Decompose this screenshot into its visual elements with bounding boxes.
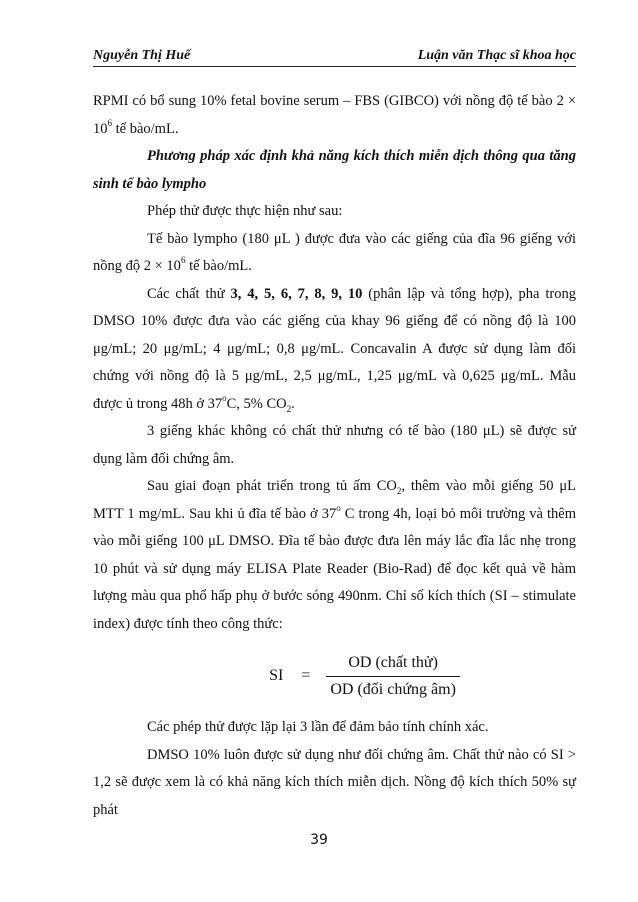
header-author: Nguyễn Thị Huế xyxy=(93,48,191,63)
header-thesis-title: Luận văn Thạc sĩ khoa học xyxy=(417,48,576,63)
si-formula xyxy=(153,638,576,714)
page-body xyxy=(93,88,576,824)
paragraph-medium-description: RPMI có bổ sung 10% fetal bovine serum – FBS (GIBCO) với nồng độ tế bào $2 \times 10^6$ tế bào/mL. xyxy=(93,93,576,137)
paragraph-si-threshold: DMSO 10% luôn được sử dụng như đối chứng âm. Chất thử nào có SI > 1,2 sẽ được xem là có khả năng kích thích miễn dịch. Nồng độ kích thích 50% sự phát xyxy=(93,746,576,818)
paragraph-test-compounds: Các chất thử 3, 4, 5, 6, 7, 8, 9, 10 (phân lập và tổng hợp), pha trong DMSO 10% được đưa vào các giếng của khay 96 giếng để có nồng độ là 100 μg/mL; 20 μg/mL; 4 μg/mL; 0,8 μg/mL. Concavalin A được sử dụng làm đối chứng với nồng độ là 5 μg/mL, 2,5 μg/mL, 1,25 μg/mL và 0,625 μg/mL. Mẫu được ủ trong 48h ở 37$^o$C, 5% $CO_2$. xyxy=(93,285,576,414)
formula-denominator: OD (đối chứng âm) xyxy=(330,680,456,698)
paragraph-mtt-assay: Sau giai đoạn phát triển trong tủ ấm $CO_2$, thêm vào mỗi giếng 50 μL MTT 1 mg/mL. Sau khi ủ đĩa tế bào ở 37$^o$ C trong 4h, loại bỏ môi trường và thêm vào mỗi giếng 100 μL DMSO. Đĩa tế bào được đưa lên máy lắc đĩa lắc nhẹ trong 10 phút và sử dụng máy ELISA Plate Reader (Bio-Rad) để đọc kết quả về hàm lượng màu qua phổ hấp phụ ở bước sóng 490nm. Chỉ số kích thích (SI – stimulate index) được tính theo công thức: xyxy=(93,478,576,632)
page-number: 39 xyxy=(310,832,328,848)
section-heading: Phương pháp xác định khả năng kích thích miễn dịch thông qua tăng sinh tế bào lympho xyxy=(93,148,576,192)
paragraph-repetition: Các phép thử được lặp lại 3 lần để đảm bảo tính chính xác. xyxy=(147,719,489,735)
paragraph-lymphocyte-seeding: Tế bào lympho (180 μL ) được đưa vào các giếng của đĩa 96 giếng với nồng độ $2 \times 10^6$ tế bào/mL. xyxy=(93,230,576,274)
formula-numerator: OD (chất thử) xyxy=(348,653,438,671)
page-header xyxy=(93,44,576,64)
paragraph-procedure-intro: Phép thử được thực hiện như sau: xyxy=(147,203,343,219)
paragraph-negative-control: 3 giếng khác không có chất thử nhưng có tế bào (180 μL) sẽ được sử dụng làm đối chứng âm. xyxy=(93,423,576,467)
formula-equals: = xyxy=(301,667,311,685)
compound-numbers: 3, 4, 5, 6, 7, 8, 9, 10 xyxy=(230,285,363,302)
formula-fraction xyxy=(326,652,460,701)
header-divider xyxy=(93,66,576,67)
formula-lhs: SI xyxy=(269,667,284,685)
